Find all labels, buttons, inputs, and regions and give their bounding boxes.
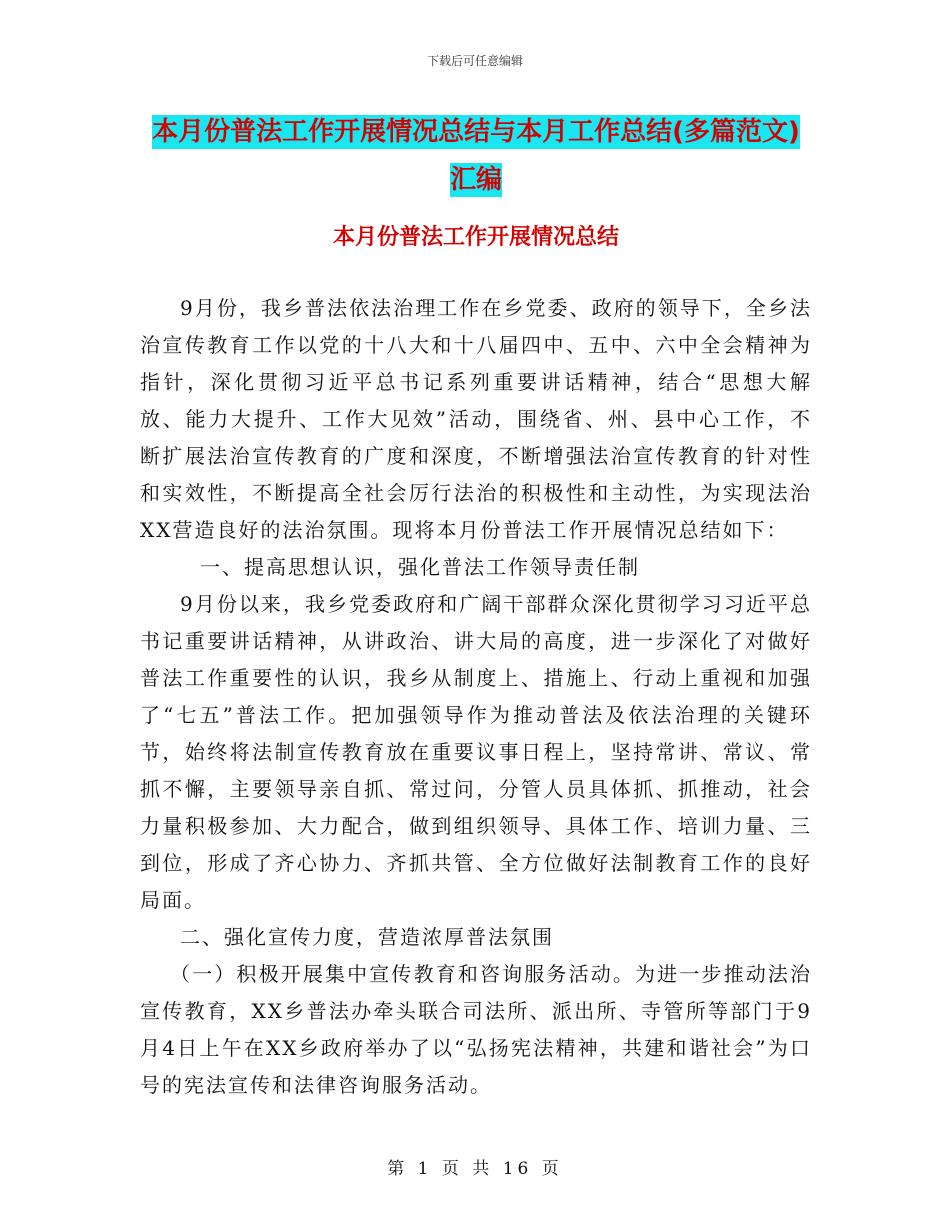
page-footer: 第 1 页 共 16 页 [387, 1159, 563, 1179]
paragraph-section-2-1: （一）积极开展集中宣传教育和咨询服务活动。为进一步推动法治宣传教育，XX乡普法办牵头联合司法所、派出所、寺管所等部门于9月4日上午在XX乡政府举办了以“弘扬宪法精神，共建和谐社会”为口号的宪法宣传和法律咨询服务活动。 [140, 962, 812, 1097]
header-note: 下载后可任意编辑 [426, 54, 523, 68]
section-title: 本月份普法工作开展情况总结 [332, 225, 619, 250]
document-body [140, 290, 812, 1104]
document-title-text: 本月份普法工作开展情况总结与本月工作总结(多篇范文)汇编 [152, 117, 800, 195]
paragraph-section-1: 9月份以来，我乡党委政府和广阔干部群众深化贯彻学习习近平总书记重要讲话精神，从讲政治、讲大局的高度，进一步深化了对做好普法工作重要性的认识，我乡从制度上、措施上、行动上重视和加强了“七五”普法工作。把加强领导作为推动普法及依法治理的关键环节，始终将法制宣传教育放在重要议事日程上，坚持常讲、常议、常抓不懈，主要领导亲自抓、常过问，分管人员具体抓、抓推动，社会力量积极参加、大力配合，做到组织领导、具体工作、培训力量、三到位，形成了齐心协力、齐抓共管、全方位做好法制教育工作的良好局面。 [140, 592, 812, 912]
heading-section-1: 一、提高思想认识，强化普法工作领导责任制 [200, 555, 640, 579]
paragraph-intro: 9月份，我乡普法依法治理工作在乡党委、政府的领导下，全乡法治宣传教育工作以党的十八大和十八届四中、五中、六中全会精神为指针，深化贯彻习近平总书记系列重要讲话精神，结合“思想大解放、能力大提升、工作大见效”活动，围绕省、州、县中心工作，不断扩展法治宣传教育的广度和深度，不断增强法治宣传教育的针对性和实效性，不断提高全社会厉行法治的积极性和主动性，为实现法治XX营造良好的法治氛围。现将本月份普法工作开展情况总结如下： [140, 296, 812, 542]
heading-section-2: 二、强化宣传力度，营造浓厚普法氛围 [180, 925, 554, 949]
document-title [140, 108, 812, 204]
